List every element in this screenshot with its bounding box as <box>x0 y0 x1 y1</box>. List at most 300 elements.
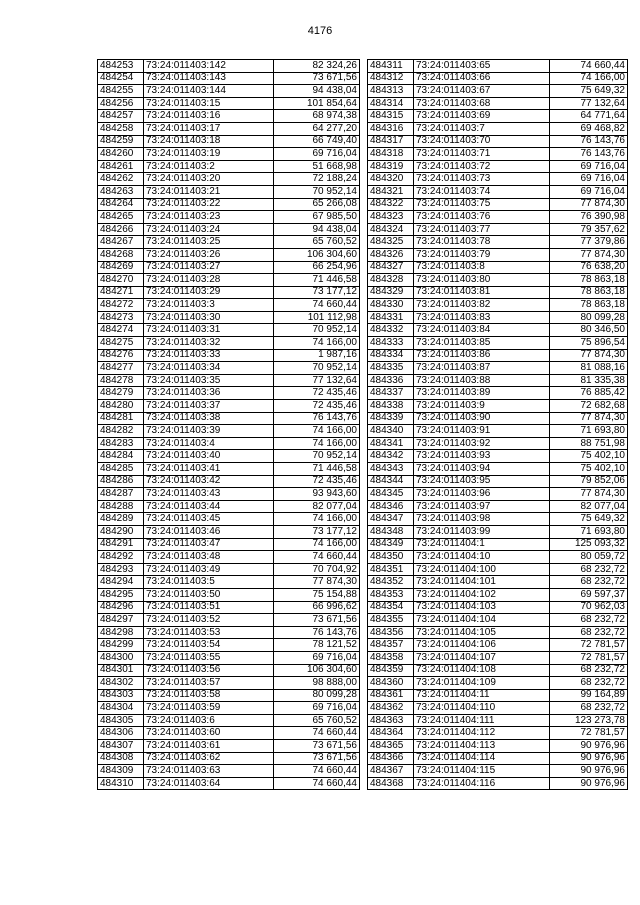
value-cell: 71 446,58 <box>274 463 360 476</box>
table-row <box>368 261 628 274</box>
cadastral-number-cell: 73:24:011403:45 <box>144 513 274 526</box>
row-number-cell: 484315 <box>368 110 414 123</box>
row-number-cell: 484342 <box>368 450 414 463</box>
cadastral-number-cell: 73:24:011403:86 <box>414 349 550 362</box>
value-cell: 90 976,96 <box>550 777 628 790</box>
row-number-cell: 484333 <box>368 337 414 350</box>
cadastral-number-cell: 73:24:011403:46 <box>144 525 274 538</box>
cadastral-number-cell: 73:24:011403:44 <box>144 500 274 513</box>
value-cell: 101 854,64 <box>274 97 360 110</box>
cadastral-number-cell: 73:24:011403:67 <box>414 85 550 98</box>
table-row <box>98 324 360 337</box>
value-cell: 77 132,64 <box>550 97 628 110</box>
table-row <box>98 72 360 85</box>
row-number-cell: 484254 <box>98 72 144 85</box>
table-row <box>98 664 360 677</box>
row-number-cell: 484292 <box>98 551 144 564</box>
value-cell: 76 143,76 <box>274 626 360 639</box>
table-row <box>368 450 628 463</box>
value-cell: 72 188,24 <box>274 173 360 186</box>
cadastral-number-cell: 73:24:011403:68 <box>414 97 550 110</box>
row-number-cell: 484276 <box>98 349 144 362</box>
row-number-cell: 484285 <box>98 463 144 476</box>
cadastral-number-cell: 73:24:011403:77 <box>414 223 550 236</box>
row-number-cell: 484358 <box>368 651 414 664</box>
row-number-cell: 484338 <box>368 400 414 413</box>
value-cell: 75 402,10 <box>550 450 628 463</box>
value-cell: 64 771,64 <box>550 110 628 123</box>
table-row <box>98 752 360 765</box>
row-number-cell: 484366 <box>368 752 414 765</box>
value-cell: 74 166,00 <box>274 538 360 551</box>
cadastral-number-cell: 73:24:011404:102 <box>414 588 550 601</box>
cadastral-number-cell: 73:24:011403:55 <box>144 651 274 664</box>
cadastral-number-cell: 73:24:011403:40 <box>144 450 274 463</box>
table-row <box>368 362 628 375</box>
table-row <box>98 60 360 73</box>
value-cell: 68 232,72 <box>550 614 628 627</box>
registry-table-left-body <box>98 60 360 790</box>
table-row <box>368 740 628 753</box>
table-row <box>368 614 628 627</box>
row-number-cell: 484298 <box>98 626 144 639</box>
page-number: 4176 <box>307 25 333 37</box>
value-cell: 70 962,03 <box>550 601 628 614</box>
cadastral-number-cell: 73:24:011403:82 <box>414 299 550 312</box>
value-cell: 98 888,00 <box>274 677 360 690</box>
cadastral-number-cell: 73:24:011403:91 <box>414 425 550 438</box>
cadastral-number-cell: 73:24:011403:26 <box>144 248 274 261</box>
cadastral-number-cell: 73:24:011403:24 <box>144 223 274 236</box>
table-row <box>98 551 360 564</box>
cadastral-number-cell: 73:24:011403:88 <box>414 374 550 387</box>
value-cell: 66 996,62 <box>274 601 360 614</box>
value-cell: 71 446,58 <box>274 274 360 287</box>
row-number-cell: 484274 <box>98 324 144 337</box>
table-row <box>98 148 360 161</box>
value-cell: 82 077,04 <box>274 500 360 513</box>
row-number-cell: 484362 <box>368 702 414 715</box>
value-cell: 74 660,44 <box>274 765 360 778</box>
cadastral-number-cell: 73:24:011403:63 <box>144 765 274 778</box>
cadastral-number-cell: 73:24:011403:53 <box>144 626 274 639</box>
value-cell: 93 943,60 <box>274 488 360 501</box>
cadastral-number-cell: 73:24:011404:110 <box>414 702 550 715</box>
row-number-cell: 484303 <box>98 689 144 702</box>
value-cell: 68 232,72 <box>550 576 628 589</box>
table-row <box>368 702 628 715</box>
cadastral-number-cell: 73:24:011403:62 <box>144 752 274 765</box>
value-cell: 72 781,57 <box>550 639 628 652</box>
table-row <box>368 349 628 362</box>
cadastral-number-cell: 73:24:011403:85 <box>414 337 550 350</box>
table-row <box>368 752 628 765</box>
cadastral-number-cell: 73:24:011403:98 <box>414 513 550 526</box>
cadastral-number-cell: 73:24:011404:11 <box>414 689 550 702</box>
value-cell: 65 760,52 <box>274 236 360 249</box>
table-row <box>368 223 628 236</box>
row-number-cell: 484317 <box>368 135 414 148</box>
table-row <box>98 450 360 463</box>
value-cell: 80 059,72 <box>550 551 628 564</box>
row-number-cell: 484301 <box>98 664 144 677</box>
value-cell: 82 077,04 <box>550 500 628 513</box>
table-row <box>368 110 628 123</box>
table-row <box>98 437 360 450</box>
cadastral-number-cell: 73:24:011404:111 <box>414 714 550 727</box>
cadastral-number-cell: 73:24:011403:69 <box>414 110 550 123</box>
row-number-cell: 484343 <box>368 463 414 476</box>
table-row <box>368 525 628 538</box>
value-cell: 75 402,10 <box>550 463 628 476</box>
value-cell: 74 166,00 <box>274 437 360 450</box>
value-cell: 68 232,72 <box>550 563 628 576</box>
table-row <box>98 563 360 576</box>
row-number-cell: 484293 <box>98 563 144 576</box>
cadastral-number-cell: 73:24:011403:37 <box>144 400 274 413</box>
value-cell: 69 716,04 <box>550 160 628 173</box>
row-number-cell: 484353 <box>368 588 414 601</box>
row-number-cell: 484280 <box>98 400 144 413</box>
cadastral-number-cell: 73:24:011403:65 <box>414 60 550 73</box>
table-row <box>98 198 360 211</box>
value-cell: 66 749,40 <box>274 135 360 148</box>
table-row <box>98 362 360 375</box>
table-row <box>368 324 628 337</box>
cadastral-number-cell: 73:24:011404:104 <box>414 614 550 627</box>
table-row <box>98 223 360 236</box>
cadastral-number-cell: 73:24:011403:87 <box>414 362 550 375</box>
table-row <box>98 387 360 400</box>
table-row <box>98 513 360 526</box>
value-cell: 66 254,96 <box>274 261 360 274</box>
table-row <box>98 160 360 173</box>
row-number-cell: 484283 <box>98 437 144 450</box>
row-number-cell: 484275 <box>98 337 144 350</box>
row-number-cell: 484345 <box>368 488 414 501</box>
value-cell: 74 660,44 <box>274 299 360 312</box>
row-number-cell: 484336 <box>368 374 414 387</box>
cadastral-number-cell: 73:24:011403:39 <box>144 425 274 438</box>
row-number-cell: 484321 <box>368 185 414 198</box>
table-row <box>368 425 628 438</box>
table-row <box>368 777 628 790</box>
cadastral-number-cell: 73:24:011403:97 <box>414 500 550 513</box>
value-cell: 74 166,00 <box>550 72 628 85</box>
value-cell: 123 273,78 <box>550 714 628 727</box>
row-number-cell: 484282 <box>98 425 144 438</box>
row-number-cell: 484349 <box>368 538 414 551</box>
value-cell: 74 660,44 <box>274 777 360 790</box>
cadastral-number-cell: 73:24:011403:21 <box>144 185 274 198</box>
cadastral-number-cell: 73:24:011404:100 <box>414 563 550 576</box>
table-row <box>98 311 360 324</box>
cadastral-number-cell: 73:24:011403:35 <box>144 374 274 387</box>
row-number-cell: 484269 <box>98 261 144 274</box>
row-number-cell: 484290 <box>98 525 144 538</box>
value-cell: 106 304,60 <box>274 248 360 261</box>
value-cell: 74 166,00 <box>274 513 360 526</box>
cadastral-number-cell: 73:24:011403:7 <box>414 122 550 135</box>
row-number-cell: 484364 <box>368 727 414 740</box>
table-row <box>368 248 628 261</box>
value-cell: 71 693,80 <box>550 525 628 538</box>
row-number-cell: 484326 <box>368 248 414 261</box>
row-number-cell: 484351 <box>368 563 414 576</box>
value-cell: 77 874,30 <box>550 248 628 261</box>
row-number-cell: 484302 <box>98 677 144 690</box>
table-row <box>368 513 628 526</box>
cadastral-number-cell: 73:24:011403:20 <box>144 173 274 186</box>
value-cell: 51 668,98 <box>274 160 360 173</box>
cadastral-number-cell: 73:24:011403:81 <box>414 286 550 299</box>
value-cell: 94 438,04 <box>274 223 360 236</box>
cadastral-number-cell: 73:24:011403:38 <box>144 412 274 425</box>
row-number-cell: 484299 <box>98 639 144 652</box>
row-number-cell: 484286 <box>98 475 144 488</box>
value-cell: 78 863,18 <box>550 274 628 287</box>
cadastral-number-cell: 73:24:011403:22 <box>144 198 274 211</box>
row-number-cell: 484310 <box>98 777 144 790</box>
table-row <box>368 337 628 350</box>
table-row <box>98 576 360 589</box>
value-cell: 125 093,32 <box>550 538 628 551</box>
table-row <box>368 651 628 664</box>
row-number-cell: 484307 <box>98 740 144 753</box>
table-row <box>368 475 628 488</box>
row-number-cell: 484323 <box>368 211 414 224</box>
row-number-cell: 484294 <box>98 576 144 589</box>
value-cell: 76 143,76 <box>550 148 628 161</box>
value-cell: 71 693,80 <box>550 425 628 438</box>
cadastral-number-cell: 73:24:011403:6 <box>144 714 274 727</box>
row-number-cell: 484359 <box>368 664 414 677</box>
value-cell: 70 952,14 <box>274 324 360 337</box>
value-cell: 88 751,98 <box>550 437 628 450</box>
value-cell: 67 985,50 <box>274 211 360 224</box>
cadastral-number-cell: 73:24:011403:17 <box>144 122 274 135</box>
cadastral-number-cell: 73:24:011403:4 <box>144 437 274 450</box>
table-row <box>368 500 628 513</box>
cadastral-number-cell: 73:24:011403:57 <box>144 677 274 690</box>
table-row <box>368 72 628 85</box>
value-cell: 72 781,57 <box>550 651 628 664</box>
cadastral-number-cell: 73:24:011403:27 <box>144 261 274 274</box>
row-number-cell: 484296 <box>98 601 144 614</box>
table-row <box>368 286 628 299</box>
value-cell: 1 987,16 <box>274 349 360 362</box>
cadastral-number-cell: 73:24:011403:94 <box>414 463 550 476</box>
table-row <box>368 437 628 450</box>
value-cell: 78 863,18 <box>550 299 628 312</box>
value-cell: 69 597,37 <box>550 588 628 601</box>
cadastral-number-cell: 73:24:011403:143 <box>144 72 274 85</box>
cadastral-number-cell: 73:24:011404:103 <box>414 601 550 614</box>
cadastral-number-cell: 73:24:011404:112 <box>414 727 550 740</box>
row-number-cell: 484360 <box>368 677 414 690</box>
table-row <box>368 60 628 73</box>
cadastral-number-cell: 73:24:011403:16 <box>144 110 274 123</box>
value-cell: 69 716,04 <box>274 702 360 715</box>
row-number-cell: 484253 <box>98 60 144 73</box>
row-number-cell: 484262 <box>98 173 144 186</box>
row-number-cell: 484300 <box>98 651 144 664</box>
value-cell: 69 468,82 <box>550 122 628 135</box>
row-number-cell: 484279 <box>98 387 144 400</box>
row-number-cell: 484330 <box>368 299 414 312</box>
table-row <box>98 765 360 778</box>
cadastral-number-cell: 73:24:011403:93 <box>414 450 550 463</box>
row-number-cell: 484344 <box>368 475 414 488</box>
table-row <box>368 626 628 639</box>
cadastral-number-cell: 73:24:011404:115 <box>414 765 550 778</box>
table-row <box>368 714 628 727</box>
value-cell: 77 874,30 <box>274 576 360 589</box>
value-cell: 68 974,38 <box>274 110 360 123</box>
value-cell: 79 852,06 <box>550 475 628 488</box>
cadastral-number-cell: 73:24:011403:75 <box>414 198 550 211</box>
value-cell: 73 671,56 <box>274 752 360 765</box>
row-number-cell: 484324 <box>368 223 414 236</box>
value-cell: 77 874,30 <box>550 349 628 362</box>
cadastral-number-cell: 73:24:011403:64 <box>144 777 274 790</box>
row-number-cell: 484258 <box>98 122 144 135</box>
table-row <box>368 274 628 287</box>
value-cell: 90 976,96 <box>550 740 628 753</box>
value-cell: 69 716,04 <box>550 185 628 198</box>
table-row <box>98 425 360 438</box>
row-number-cell: 484332 <box>368 324 414 337</box>
table-row <box>98 211 360 224</box>
table-row <box>98 475 360 488</box>
value-cell: 77 874,30 <box>550 412 628 425</box>
cadastral-number-cell: 73:24:011403:92 <box>414 437 550 450</box>
value-cell: 72 435,46 <box>274 475 360 488</box>
cadastral-number-cell: 73:24:011403:2 <box>144 160 274 173</box>
table-row <box>368 311 628 324</box>
registry-table-right-body <box>368 60 628 790</box>
value-cell: 73 671,56 <box>274 72 360 85</box>
table-row <box>98 85 360 98</box>
cadastral-number-cell: 73:24:011403:54 <box>144 639 274 652</box>
cadastral-number-cell: 73:24:011403:142 <box>144 60 274 73</box>
table-row <box>98 727 360 740</box>
cadastral-number-cell: 73:24:011403:25 <box>144 236 274 249</box>
table-row <box>368 765 628 778</box>
row-number-cell: 484273 <box>98 311 144 324</box>
row-number-cell: 484316 <box>368 122 414 135</box>
cadastral-number-cell: 73:24:011403:47 <box>144 538 274 551</box>
cadastral-number-cell: 73:24:011403:31 <box>144 324 274 337</box>
row-number-cell: 484352 <box>368 576 414 589</box>
value-cell: 72 435,46 <box>274 387 360 400</box>
row-number-cell: 484291 <box>98 538 144 551</box>
table-row <box>368 160 628 173</box>
table-row <box>368 551 628 564</box>
row-number-cell: 484356 <box>368 626 414 639</box>
cadastral-number-cell: 73:24:011403:78 <box>414 236 550 249</box>
value-cell: 70 704,92 <box>274 563 360 576</box>
value-cell: 78 863,18 <box>550 286 628 299</box>
value-cell: 78 121,52 <box>274 639 360 652</box>
cadastral-number-cell: 73:24:011404:101 <box>414 576 550 589</box>
row-number-cell: 484281 <box>98 412 144 425</box>
row-number-cell: 484322 <box>368 198 414 211</box>
row-number-cell: 484334 <box>368 349 414 362</box>
table-row <box>368 677 628 690</box>
cadastral-number-cell: 73:24:011403:51 <box>144 601 274 614</box>
cadastral-number-cell: 73:24:011403:50 <box>144 588 274 601</box>
table-row <box>368 374 628 387</box>
value-cell: 69 716,04 <box>274 148 360 161</box>
cadastral-number-cell: 73:24:011403:18 <box>144 135 274 148</box>
table-row <box>98 538 360 551</box>
row-number-cell: 484263 <box>98 185 144 198</box>
cadastral-number-cell: 73:24:011403:19 <box>144 148 274 161</box>
cadastral-number-cell: 73:24:011403:56 <box>144 664 274 677</box>
registry-table-left <box>97 59 360 790</box>
row-number-cell: 484328 <box>368 274 414 287</box>
row-number-cell: 484297 <box>98 614 144 627</box>
table-row <box>368 412 628 425</box>
table-row <box>368 387 628 400</box>
cadastral-number-cell: 73:24:011403:61 <box>144 740 274 753</box>
row-number-cell: 484368 <box>368 777 414 790</box>
table-row <box>368 400 628 413</box>
row-number-cell: 484318 <box>368 148 414 161</box>
row-number-cell: 484295 <box>98 588 144 601</box>
cadastral-number-cell: 73:24:011403:59 <box>144 702 274 715</box>
table-row <box>98 97 360 110</box>
cadastral-number-cell: 73:24:011403:52 <box>144 614 274 627</box>
table-row <box>368 85 628 98</box>
table-row <box>98 173 360 186</box>
table-row <box>368 173 628 186</box>
value-cell: 68 232,72 <box>550 677 628 690</box>
cadastral-number-cell: 73:24:011403:79 <box>414 248 550 261</box>
value-cell: 68 232,72 <box>550 664 628 677</box>
cadastral-number-cell: 73:24:011403:42 <box>144 475 274 488</box>
row-number-cell: 484265 <box>98 211 144 224</box>
cadastral-number-cell: 73:24:011403:41 <box>144 463 274 476</box>
cadastral-number-cell: 73:24:011403:83 <box>414 311 550 324</box>
row-number-cell: 484259 <box>98 135 144 148</box>
table-row <box>368 463 628 476</box>
value-cell: 73 177,12 <box>274 286 360 299</box>
table-row <box>98 374 360 387</box>
row-number-cell: 484339 <box>368 412 414 425</box>
cadastral-number-cell: 73:24:011403:80 <box>414 274 550 287</box>
value-cell: 73 671,56 <box>274 740 360 753</box>
table-row <box>368 727 628 740</box>
table-row <box>98 400 360 413</box>
table-row <box>98 714 360 727</box>
cadastral-number-cell: 73:24:011403:71 <box>414 148 550 161</box>
row-number-cell: 484335 <box>368 362 414 375</box>
value-cell: 70 952,14 <box>274 362 360 375</box>
value-cell: 68 232,72 <box>550 702 628 715</box>
value-cell: 79 357,62 <box>550 223 628 236</box>
table-row <box>98 299 360 312</box>
cadastral-number-cell: 73:24:011403:23 <box>144 211 274 224</box>
row-number-cell: 484341 <box>368 437 414 450</box>
row-number-cell: 484357 <box>368 639 414 652</box>
row-number-cell: 484312 <box>368 72 414 85</box>
value-cell: 82 324,26 <box>274 60 360 73</box>
value-cell: 74 660,44 <box>274 551 360 564</box>
cadastral-number-cell: 73:24:011403:144 <box>144 85 274 98</box>
table-row <box>368 538 628 551</box>
